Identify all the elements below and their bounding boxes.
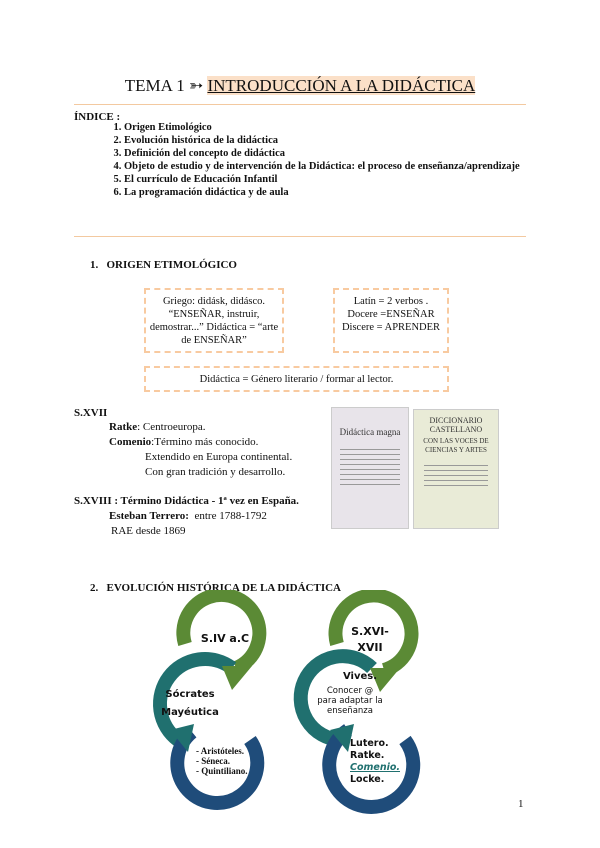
text-line: RAE desde 1869: [111, 525, 186, 537]
index-item[interactable]: 1. Origen Etimológico: [124, 122, 546, 133]
book-text-lines: [340, 445, 400, 485]
book-text-lines: [424, 461, 488, 487]
latin-box: Latín = 2 verbos . Docere =ENSEÑAR Discere = APRENDER: [333, 288, 449, 353]
genre-box: Didáctica = Género literario / formar al lector.: [144, 366, 449, 392]
evolution-diagram: [0, 590, 600, 820]
index-item[interactable]: 6. La programación didáctica y de aula: [124, 187, 546, 198]
index-item[interactable]: 3. Definición del concepto de didáctica: [124, 148, 546, 159]
diagram-label: S.XVI- XVII: [351, 625, 389, 654]
section-heading: 1. ORIGEN ETIMOLÓGICO: [90, 259, 237, 271]
century-label: S.XVIII : Término Didáctica - 1ª vez en España.: [74, 495, 299, 507]
section-heading: 2. EVOLUCIÓN HISTÓRICA DE LA DIDÁCTICA: [90, 582, 341, 594]
diccionario-image: DICCIONARIO CASTELLANO CON LAS VOCES DE CIENCIAS Y ARTES: [413, 409, 499, 529]
diagram-label: S.IV a.C: [200, 632, 250, 645]
comenio-link[interactable]: Comenio.: [350, 762, 400, 773]
diagram-label: Vives. Conocer @ para adaptar la enseñanza: [317, 671, 383, 716]
index-list: [104, 122, 546, 200]
divider: [74, 236, 526, 237]
page-number: 1: [518, 798, 524, 810]
comenio-line: Comenio:Término más conocido.: [109, 436, 259, 448]
century-label: S.XVII: [74, 407, 108, 419]
diagram-label: Lutero. Ratke. Comenio. Locke.: [350, 738, 400, 785]
didactica-magna-image: Didáctica magna: [331, 407, 409, 529]
ratke-line: Ratke: Centroeuropa.: [109, 421, 206, 433]
terrero-line: Esteban Terrero: entre 1788-1792: [109, 510, 267, 522]
title-highlight: INTRODUCCIÓN A LA DIDÁCTICA: [207, 76, 476, 95]
diagram-label: Sócrates Mayéutica: [161, 689, 219, 718]
divider: [74, 104, 526, 105]
index-item[interactable]: 5. El currículo de Educación Infantil: [124, 174, 546, 185]
text-line: Extendido en Europa continental.: [145, 451, 293, 463]
index-item[interactable]: 2. Evolución histórica de la didáctica: [124, 135, 546, 146]
index-heading: ÍNDICE :: [74, 111, 121, 123]
diagram-label: - Aristóteles. - Séneca. - Quintiliano.: [196, 746, 248, 776]
greek-box: Griego: didásk, didásco. “ENSEÑAR, instruir, demostrar...” Didáctica = “arte de ENSEÑAR”: [144, 288, 284, 353]
page-title: TEMA 1 ➳ INTRODUCCIÓN A LA DIDÁCTICA: [124, 76, 476, 95]
text-line: Con gran tradición y desarrollo.: [145, 466, 286, 478]
index-item[interactable]: 4. Objeto de estudio y de intervención de la Didáctica: el proceso de enseñanza/aprendizaje: [124, 161, 546, 172]
